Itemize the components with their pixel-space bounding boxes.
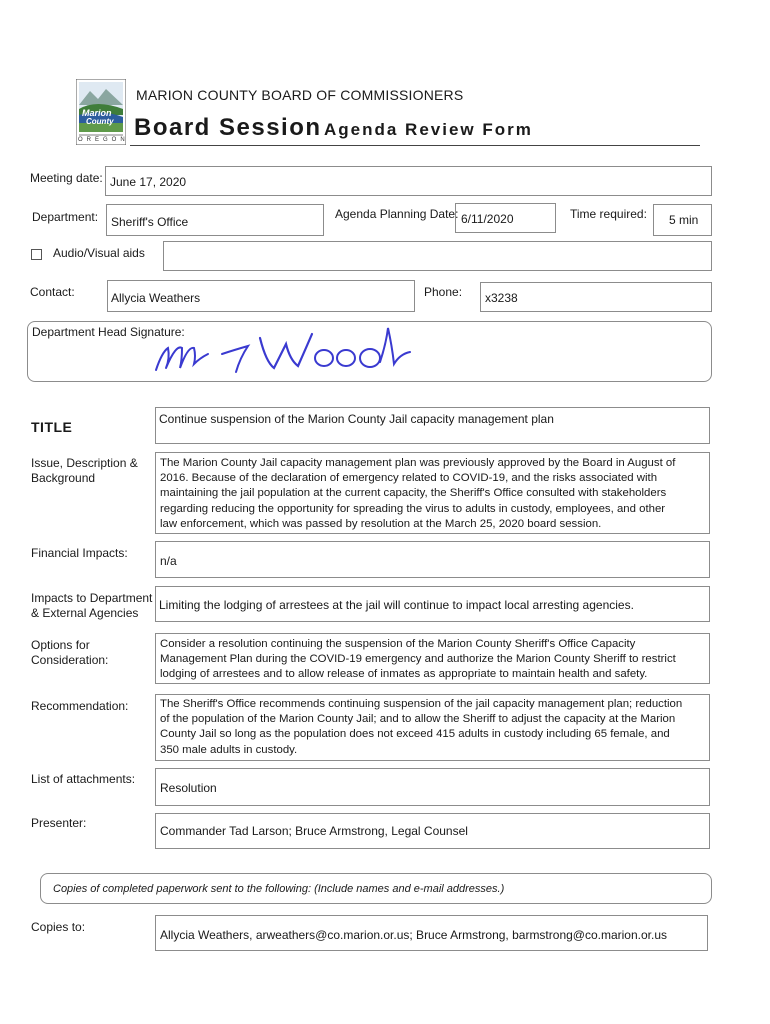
title-section-label: TITLE <box>31 419 73 435</box>
issue-label-line1: Issue, Description & <box>31 456 138 470</box>
recommendation-label: Recommendation: <box>31 699 129 713</box>
options-label-line2: Consideration: <box>31 653 109 667</box>
financial-value: n/a <box>160 554 177 568</box>
meeting-date-value: June 17, 2020 <box>110 175 187 189</box>
copies-note-box <box>40 873 712 904</box>
logo-word-oregon: OREGON <box>78 137 129 143</box>
options-field[interactable] <box>155 633 710 684</box>
issue-line: 2016. Because of the declaration of emergency related to COVID-19, and the risks associated with <box>160 472 658 485</box>
logo-word-marion: Marion <box>82 108 112 118</box>
recommendation-line: 350 male adults in custody. <box>160 743 298 756</box>
phone-label: Phone: <box>424 285 463 299</box>
impacts-label-line2: & External Agencies <box>31 606 139 620</box>
department-label: Department: <box>32 210 99 224</box>
attachments-value: Resolution <box>160 781 217 795</box>
title-value: Continue suspension of the Marion County Jail capacity management plan <box>159 412 554 426</box>
options-line: Consider a resolution continuing the suspension of the Marion County Sheriff's Office Capacity <box>160 638 636 650</box>
department-value: Sheriff's Office <box>111 215 189 229</box>
recommendation-field[interactable] <box>155 694 710 761</box>
form-title-main: Board Session <box>134 114 322 141</box>
impacts-label-line1: Impacts to Department <box>31 591 153 605</box>
financial-label: Financial Impacts: <box>31 546 128 560</box>
recommendation-line: The Sheriff's Office recommends continuing suspension of the jail capacity management plan; reduction <box>160 698 683 710</box>
time-required-value: 5 min <box>669 213 699 227</box>
contact-value: Allycia Weathers <box>111 291 201 305</box>
form-title-sub: Agenda Review Form <box>324 120 533 139</box>
issue-field[interactable] <box>155 452 710 534</box>
signature-box[interactable] <box>27 321 712 382</box>
time-required-field[interactable] <box>653 204 712 236</box>
copies-label: Copies to: <box>31 920 86 934</box>
department-field[interactable] <box>106 204 324 236</box>
copies-value: Allycia Weathers, arweathers@co.marion.or.us; Bruce Armstrong, barmstrong@co.marion.or.us <box>160 928 668 942</box>
meeting-date-field[interactable] <box>105 166 712 196</box>
attachments-label: List of attachments: <box>31 772 136 786</box>
copies-field[interactable] <box>155 915 708 951</box>
title-field[interactable] <box>155 407 710 444</box>
handwritten-signature <box>148 324 458 382</box>
logo-word-county: County <box>86 117 114 126</box>
options-line: Management Plan during the COVID-19 emergency and authorize the Marion County Sheriff to restrict <box>160 653 676 666</box>
phone-value: x3238 <box>485 291 518 305</box>
av-label: Audio/Visual aids <box>53 246 145 260</box>
org-name: MARION COUNTY BOARD OF COMMISSIONERS <box>136 87 464 103</box>
issue-label-line2: Background <box>31 471 96 485</box>
issue-line: law enforcement, which was passed by resolution at the March 25, 2020 board session. <box>160 517 602 530</box>
issue-line: maintaining the jail population at the current capacity, the Sheriff's Office consulted with stakeholders <box>160 487 667 500</box>
planning-date-label: Agenda Planning Date: <box>335 207 459 221</box>
options-label-line1: Options for <box>31 638 90 652</box>
av-checkbox[interactable] <box>31 249 42 260</box>
presenter-field[interactable] <box>155 813 710 849</box>
issue-line: regarding reducing the opportunity for spreading the virus to adults in custody, employees, and other <box>160 502 666 515</box>
impacts-field[interactable] <box>155 586 710 622</box>
phone-field[interactable] <box>480 282 712 312</box>
attachments-field[interactable] <box>155 768 710 806</box>
planning-date-value: 6/11/2020 <box>461 212 514 226</box>
presenter-label: Presenter: <box>31 816 87 830</box>
presenter-value: Commander Tad Larson; Bruce Armstrong, Legal Counsel <box>160 824 468 838</box>
issue-line: The Marion County Jail capacity management plan was previously approved by the Board in August of <box>160 457 676 469</box>
av-details-field[interactable] <box>163 241 712 271</box>
options-line: lodging of arrestees and to allow release of inmates as appropriate to maintain health and safety. <box>160 668 648 681</box>
recommendation-line: County Jail so long as the population does not exceed 415 adults in custody including 65 female, and <box>160 728 670 741</box>
recommendation-line: of the population of the Marion County Jail; and to allow the Sheriff to adjust the capacity at the Marion <box>160 713 676 726</box>
impacts-value: Limiting the lodging of arrestees at the jail will continue to impact local arresting agencies. <box>159 598 634 612</box>
contact-label: Contact: <box>30 285 75 299</box>
copies-note-text: Copies of completed paperwork sent to the following: (Include names and e-mail addresses.) <box>53 883 505 895</box>
header-rule <box>130 145 700 146</box>
financial-field[interactable] <box>155 541 710 578</box>
contact-field[interactable] <box>107 280 415 312</box>
time-required-label: Time required: <box>570 207 647 221</box>
meeting-date-label: Meeting date: <box>30 171 103 185</box>
planning-date-field[interactable] <box>455 203 556 233</box>
signature-label: Department Head Signature: <box>32 325 185 339</box>
